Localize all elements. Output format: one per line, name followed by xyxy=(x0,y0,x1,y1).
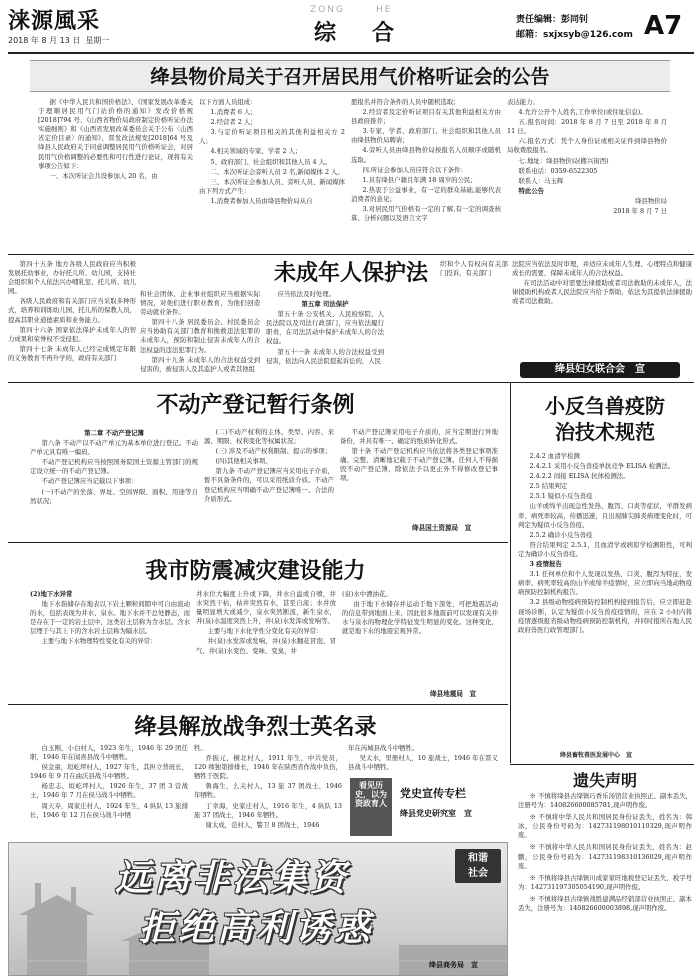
section-divider xyxy=(8,704,508,705)
quake-col-3 xyxy=(342,590,498,680)
quake-title: 我市防震减灾建设能力 xyxy=(145,559,366,584)
paragraph: 由于地下水储存并运动于地下深处，可把地震活动的信息带到地面上来，因此很多地震前可以发现有关井水与泉水的物理化学特征发生明显的变化。这种变化，就是地下水的地震宏观异常。 xyxy=(342,600,498,636)
minors-credit: 绛县妇女联合会 宣 xyxy=(520,362,680,378)
paragraph: 第四十七条 未成年人已经完成规定年限的义务教育不再升学的，政府有关部门 xyxy=(8,344,136,362)
paragraph: (泉)水中漂油花。 xyxy=(342,590,392,598)
masthead xyxy=(8,4,694,50)
paragraph: 1.消费者 6 人； xyxy=(210,108,257,117)
lost-notice-item: ※ 不慎将绛县古绛镇巧香乐汤馆营业执照正、副本丢失，注册号为：140826600085781,现声明作废。 xyxy=(518,792,692,810)
paragraph: 丁幸海，史家庄村人，1916 年生，4 纵队 13 旅 37 团战士，1946 年牺牲。 xyxy=(194,801,342,819)
paragraph: 第五十条 公安机关、人民检察院、人民法院以及司法行政部门，应当依法履行职责，在司法活动中保护未成年人的合法权益。 xyxy=(266,310,384,346)
quake-col-1 xyxy=(30,590,190,700)
paragraph: 4.旁听人员由绛县物价局按报名人员顺序或随机选取。 xyxy=(351,146,501,164)
paragraph: 2.经营者及定价听证项目有关其他利益相关方由县政府推荐； xyxy=(351,108,501,126)
pinyin-right: HE xyxy=(376,5,393,15)
paragraph: 第四十八条 居民委员会、村民委员会应当协助有关部门教育和挽救违法犯罪的未成年人，预防和制止侵害未成年人的合法权益的违法犯罪行为。 xyxy=(140,318,260,354)
paragraph: 七.地址：绛县物价局(搬兴街西) xyxy=(518,156,609,165)
paragraph: 4.相关领域的专家、学者 2 人； xyxy=(210,147,302,156)
seal-text: 看见历史，以为资政育人 xyxy=(355,780,387,809)
paragraph: 乔振元，横北村人，1911 年生，中共党员，120 师独第排排长，1946 年在陕西省作战中负伤，牺牲于医院。 xyxy=(194,754,342,781)
paragraph: 不动产登记簿采用电子介质的，应当定期进行异地备份，并具有唯一、确定的纸质转化形式。 xyxy=(340,428,498,446)
paragraph: 不动产登记簿应当记载以下事项： xyxy=(41,477,138,486)
announcement-col-3 xyxy=(351,98,501,248)
paragraph: 地下水指储存在地表以下岩土颗粒间隙中可自由流动的水，包括表现为井水、泉水。地下水并不总处静态，而是存在于一定的岩土层中，这类岩土层称为含水层。含水层埋于与其上下的含水岩土层称为隔水层。 xyxy=(30,600,190,636)
column-name: 涞源風采 xyxy=(8,8,101,34)
epidemic-credit: 绛县畜牧兽医发展中心 宣 xyxy=(560,752,633,759)
party-history-promo xyxy=(350,778,500,836)
lost-notice-item: ※ 不慎将中华人民共和国居民身份证丢失，姓名为：韩冰，公民身份号码为：142731198010110329,现声明作废。 xyxy=(518,813,692,840)
minors-mid-col xyxy=(266,290,384,378)
realty-col-1 xyxy=(30,428,198,538)
closing-text: 特此公告 xyxy=(518,186,545,195)
paragraph: 3.专家、学者、政府部门、社会组织和其他人员由绛县物价局聘请； xyxy=(351,127,501,145)
lost-notice-list xyxy=(518,792,692,976)
section-name-right: 合 xyxy=(372,21,395,46)
banner-slogan-1: 远离非法集资 xyxy=(115,857,350,899)
pinyin-left: ZONG xyxy=(310,5,345,15)
paragraph: 第四十九条 未成年人的合法权益受到侵害的，被侵害人及其监护人或者其他组 xyxy=(140,355,260,373)
chapter-heading: 第五章 司法保护 xyxy=(301,300,349,309)
heroes-title: 绛县解放战争烈士英名录 xyxy=(134,715,377,740)
paragraph: 谢太成，范村人，警卫 8 团战士，1946 xyxy=(205,820,320,829)
subheading: 3 疫情报告 xyxy=(529,560,562,569)
heroes-col-3 xyxy=(348,744,498,774)
announcement-title: 绛县物价局关于召开居民用气价格听证会的公告 xyxy=(150,66,550,88)
paragraph: 主要与地下水物理特性变化有关的异常： xyxy=(41,637,157,646)
anti-fraud-banner xyxy=(8,842,508,976)
realty-title: 不动产登记暂行条例 xyxy=(156,393,355,418)
paragraph: 2.经营者 2 人； xyxy=(210,118,257,127)
paragraph: 杨忠志，垣屹坪村人，1926 年生，37 团 3 营战士，1946 年 7 月在侯马战斗中牺牲。 xyxy=(30,782,188,800)
lost-notice-title: 遗失声明 xyxy=(572,771,637,790)
paragraph: 各级人民政府和有关部门应当采取多种形式，培养和训练幼儿园、托儿所的保教人员，提高其职业道德素质和业务能力。 xyxy=(8,297,136,324)
lost-notice-item: ※ 不慎将绛县古绛镇川成家家旺地税登记证丢失，税字号为：142731197305054190,现声明作废。 xyxy=(518,873,692,891)
paragraph: 2.5.2 确诊小反刍兽疫 xyxy=(529,530,593,539)
quake-col-2 xyxy=(196,590,336,700)
paragraph: 联系电话：0359-6522305 xyxy=(518,166,598,175)
paragraph: 侯金童，垣屹坪村人，1927 年生，其担立普班长，1946 年 9 月在曲沃县战斗中牺牲。 xyxy=(30,763,188,781)
paragraph: 织和个人有权向有关部门投诉，有关部门 xyxy=(440,260,508,278)
paragraph: 2.4.2.1 采用小反刍兽疫单抗竞争 ELISA 检测法。 xyxy=(529,462,675,471)
paragraph: 3.对居民用气价格有一定的了解,有一定的调查核算、分析问题以及语言文字 xyxy=(351,205,501,223)
announcement-col-2 xyxy=(199,98,345,248)
section-divider xyxy=(8,382,694,383)
paragraph: 第十条 不动产登记机构应当依法将各类登记事项准确、完整、清晰地记载于不动产登记簿。任何人不得损毁不动产登记簿，除依法予以更正外不得修改登记事项。 xyxy=(340,447,498,483)
paragraph: 5、政府部门、社会组织和其他人员 4 人。 xyxy=(210,157,332,166)
announcement-col-4 xyxy=(507,98,667,248)
party-history-title: 党史宣传专栏 xyxy=(400,787,466,800)
editor-name: 责任编辑：彭同钊 xyxy=(516,15,589,25)
paragraph: 年在芮城县战斗中牺牲。 xyxy=(348,744,419,752)
paragraph: 1.具有绛县户籍且年满 18 周岁的公民； xyxy=(362,175,477,184)
signature-org: 绛县物价局 xyxy=(635,196,667,205)
page-number: A7 xyxy=(644,11,683,41)
paragraph: 在司法活动中对需要法律援助或者司法救助的未成年人，法律援助机构或者人民法院应当给予帮助，依法为其提供法律援助或者司法救助。 xyxy=(512,279,692,306)
paragraph: 第四十六条 国家依法保护未成年人的智力成果和荣誉权不受侵犯。 xyxy=(8,325,136,343)
masthead-rule xyxy=(8,52,694,54)
paragraph: 一、本次听证会共设参加人 20 名，由 xyxy=(49,171,158,180)
paragraph: 3.2 县级动物疫病预防控制机构接到报告后，应立即赶赴现场诊断，认定为疑似小反刍兽疫疫情的，应在 2 小时内将疫情逐级报省级动物疫病预防控制机构，并同时报所在地人民政府兽医行政管理部门。 xyxy=(518,598,692,634)
paragraph: 白玉刚，小白村人，1923 年生，1946 年 29 团任职，1946 年在闻喜县战斗中牺牲。 xyxy=(30,744,188,762)
banner-credit: 绛县商务局 宣 xyxy=(429,961,478,969)
paragraph: 山羊或绵羊出现急性发热、腹泻、口炎等症状，羊群发病率、病死率较高，传播迅速，且出现肺尖肺炎病理变化时，可判定为疑似小反刍兽疫。 xyxy=(518,502,692,529)
date-text: 2018 年 8 月 13 日 xyxy=(8,36,81,45)
minors-right-col-1 xyxy=(440,260,508,290)
paragraph: (一)不动产的坐落、界址、空间界限、面积、用途等自然状况； xyxy=(30,487,198,505)
lost-notice-item: ※ 不慎将中华人民共和国居民身份证丢失，姓名为：赵鹏，公民身份号码为：142731198310136029,现声明作废。 xyxy=(518,843,692,870)
paragraph: (三) 涉及不动产权利限制、提示的事项； xyxy=(215,447,332,456)
paragraph: 五.报名时间：2018 年 8 月 7 日至 2018 年 8 月 11 日。 xyxy=(507,118,667,136)
paragraph: 井水位大幅度上升或下降，井水自溢或自喷，井水突然干枯，枯井突然有水，甚至自流；水井放量明显增大或减少，泉水突然断流，新生泉水，井(泉)水温度突然上升，井(泉)水发浑或发响等。 xyxy=(196,590,336,626)
realty-credit: 绛县国土资源局 宣 xyxy=(412,524,472,532)
paragraph: 2.5.1 疑似小反刍兽疫 xyxy=(529,492,593,501)
section-divider xyxy=(510,764,694,765)
announcement-col-1 xyxy=(38,98,193,248)
badge-line-2: 社会 xyxy=(468,868,488,879)
paragraph: 周天寿，周家庄村人，1924 年生，4 纵队 13 旅排长，1946 年 12 月在侯马战斗中牺 xyxy=(30,801,188,819)
paragraph: 四.听证会参加人员应符合以下条件： xyxy=(362,165,467,174)
paragraph: 主要与地下水化学性分变化有关的异常： xyxy=(207,627,323,636)
realty-col-2 xyxy=(204,428,334,538)
paragraph: 联系人：马玉辉 xyxy=(518,176,564,185)
paragraph: 以下方面人员组成： xyxy=(199,98,257,106)
party-history-credit: 绛县党史研究室 宣 xyxy=(400,809,472,818)
realty-col-3 xyxy=(340,428,498,520)
epidemic-title-line-1: 小反刍兽疫防 xyxy=(545,394,665,418)
minors-left-col-2 xyxy=(140,290,260,378)
chapter-heading: 第二章 不动产登记簿 xyxy=(84,429,144,437)
epidemic-body xyxy=(518,452,692,732)
section-name-left: 综 xyxy=(314,21,337,46)
paragraph: (四)其他相关事项。 xyxy=(215,457,272,466)
minors-right-col-2 xyxy=(512,260,692,358)
editor-email: 邮箱：sxjxsyb@126.com xyxy=(516,30,633,40)
paragraph: 2.4.2 血清学检测 xyxy=(529,452,580,460)
issue-date xyxy=(8,35,109,46)
weekday-text: 星期一 xyxy=(85,36,110,45)
paragraph: 第四十五条 地方各级人民政府应当积极发展托幼事业，办好托儿所、幼儿园，支持社会组织和个人依法兴办哺乳室、托儿所、幼儿园。 xyxy=(8,260,136,296)
signature-date: 2018 年 8 月 7 日 xyxy=(613,207,667,216)
history-seal xyxy=(350,778,392,836)
section-divider xyxy=(8,542,508,543)
paragraph: 井(泉)水发浑或发响，井(泉)水翻花冒泡、冒气、井(泉)水变色、变味、变臭，井 xyxy=(196,637,336,655)
minors-title: 未成年人保护法 xyxy=(273,261,428,286)
paragraph: 第九条 不动产登记簿应当采用电子介质，暂不具备条件的，可以采用纸质介质。不动产登记机构应当明确不动产登记簿唯一、合法的介质形式。 xyxy=(204,467,334,503)
paragraph: (二)不动产权利的主体、类型、内容、来源、期限、权利变化等权属状况； xyxy=(204,428,334,446)
paragraph: 第八条 不动产以不动产单元为基本单位进行登记。不动产单元具有唯一编码。 xyxy=(30,439,198,457)
paragraph: 牲。 xyxy=(194,744,207,752)
paragraph: 六.报名方式：凭个人身份证或相关证件到绛县物价局收费股报名。 xyxy=(507,137,667,155)
heroes-col-1 xyxy=(30,744,188,840)
section-divider xyxy=(8,254,694,255)
paragraph: 应当依法及时处理。 xyxy=(277,290,336,298)
paragraph: 表达能力； xyxy=(507,98,539,106)
paragraph: 4.允许公开个人姓名,工作单位(或住址信息)。 xyxy=(518,108,647,117)
paragraph: 法院应当依法及时审理，并适应未成年人生理、心理特点和健康成长的需要，保障未成年人的合法权益。 xyxy=(512,260,692,278)
minors-left-col-1 xyxy=(8,260,136,378)
harmony-badge xyxy=(455,849,501,883)
subheading: (2)地下水异常 xyxy=(30,590,73,598)
paragraph: 2.5 结果判定 xyxy=(529,482,568,491)
paragraph: 愿报名并符合条件的人员中随机选取； xyxy=(351,98,460,106)
heroes-col-2 xyxy=(194,744,342,840)
paragraph: 符合结果判定 2.5.1，且血清学或病原学检测阳性，可判定为确诊小反刍兽疫。 xyxy=(518,540,692,558)
paragraph: 2.4.2.2 间接 ELISA 抗体检测法。 xyxy=(529,472,630,481)
paragraph: 3.与定价听证项目相关的其他利益相关方 2 人； xyxy=(199,128,345,146)
paragraph: 三、本次听证会参加人员、旁听人员、新闻媒体由下列方式产生： xyxy=(199,177,345,195)
badge-line-1: 和谐 xyxy=(468,853,488,864)
paragraph: 2.热衷于公益事业，有一定的群众基础,能够代表消费者的意见； xyxy=(351,185,501,203)
paragraph: 据《中华人民共和国价格法》、《国家发展改革委关于理顺居民用气门站价格的通知》发改价格规[2018]794 号、《山西省物价局政府制定价格听证办法实施细则》和《山西省发展改革委员会关于公布〈山西省定价目录〉的通知》、晋发改法规发[2018]64 号及绛县人民政府关于同意调整居民用气价格听证会，对居民用气价格调整的必要性和可行性进行论证，现将有关事项公告如下： xyxy=(38,98,193,170)
paragraph: 第五十一条 未成年人的合法权益受到侵害，依法向人民法院提起诉讼的，人民 xyxy=(266,347,384,365)
paragraph: 1.消费者参加人员由绛县物价局从自 xyxy=(210,196,313,205)
banner-slogan-2: 拒绝高利诱惑 xyxy=(139,907,374,949)
epidemic-title-line-2: 治技术规范 xyxy=(555,420,655,444)
paragraph: 二、本次听证会旁听人员 2 名,新闻媒体 2 人。 xyxy=(210,167,344,176)
paragraph: 和社会团体、企业事业组织应当根据实际情况，对他们进行职业教育，为他们创造劳动就业条件。 xyxy=(140,290,260,317)
lost-notice-item: ※ 不慎将绛县古绛镇战胜建满品经销部营业执照正、副本丢失，注册号为：140826600003898,现声明作废。 xyxy=(518,894,692,913)
column-divider xyxy=(510,383,511,763)
quake-credit: 绛县地震局 宣 xyxy=(430,690,477,698)
paragraph: 吴太水，里册村人，10 旅战士，1946 年在晋义县战斗中牺牲。 xyxy=(348,754,498,772)
paragraph: 不动产登记机构应当按照国务院国土资源主管部门的规定设立统一的不动产登记簿。 xyxy=(30,458,198,476)
paragraph: 3.1 任何单位和个人发现以发热、口炎、腹泻为特征，发病率、病死率较高的山羊或绵羊疫情时，应立即向当地动物疫病预防控制机构报告。 xyxy=(518,570,692,597)
paragraph: 鲁海生，么关村人，13 旅 37 团战士，1946 年牺牲。 xyxy=(194,782,342,800)
